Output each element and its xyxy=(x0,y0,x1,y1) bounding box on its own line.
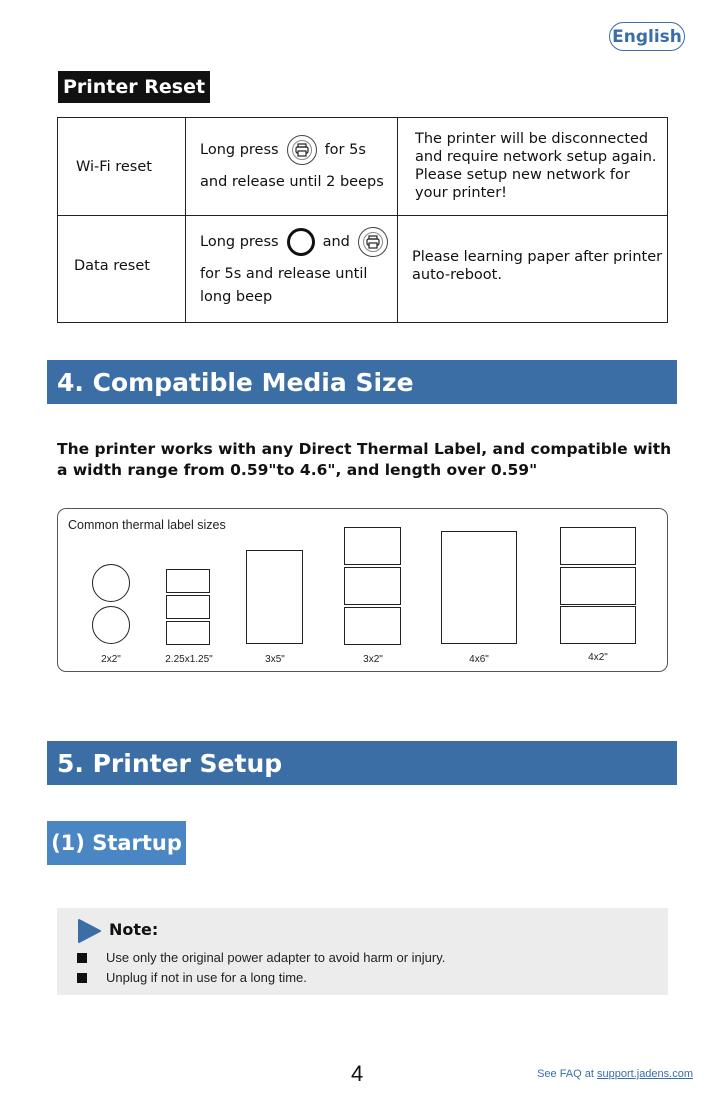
action-text: for 5s xyxy=(324,142,366,158)
action-text: Long press xyxy=(200,234,279,250)
printer-button-icon xyxy=(287,135,317,165)
printer-reset-table xyxy=(57,117,668,323)
table-col-divider-1 xyxy=(185,117,186,323)
page-number: 4 xyxy=(351,1061,364,1086)
label-shape xyxy=(92,564,130,602)
table-row-name: Wi-Fi reset xyxy=(76,159,152,175)
label-shape xyxy=(344,527,401,565)
label-sizes-panel xyxy=(57,508,668,672)
label-shape xyxy=(166,621,210,645)
label-shape xyxy=(166,569,210,593)
action-text: Long press xyxy=(200,142,279,158)
label-shape xyxy=(441,531,517,644)
list-item xyxy=(77,970,307,985)
note-title: Note: xyxy=(109,920,159,939)
label-size-caption: 3x5" xyxy=(265,654,285,665)
label-sizes-title: Common thermal label sizes xyxy=(68,518,226,532)
table-border-left xyxy=(57,117,58,323)
table-border-bottom xyxy=(57,322,668,323)
label-size-caption: 3x2" xyxy=(363,654,383,665)
note-box xyxy=(57,908,668,995)
section-title-printer-setup: 5. Printer Setup xyxy=(47,741,677,785)
bullet-square-icon xyxy=(77,953,87,963)
power-button-icon xyxy=(287,228,315,256)
table-border-right xyxy=(667,117,668,323)
label-shape xyxy=(344,607,401,645)
media-description: The printer works with any Direct Thermal Label, and compatible with a width range from 0.59"to 4.6", and length over 0.59" xyxy=(57,440,672,479)
label-shape xyxy=(246,550,303,644)
table-row-divider xyxy=(57,215,668,216)
action-text: and xyxy=(322,234,350,250)
play-arrow-icon xyxy=(76,918,102,944)
list-item xyxy=(77,950,445,965)
faq-footer xyxy=(537,1068,693,1080)
faq-link[interactable]: support.jadens.com xyxy=(597,1068,693,1080)
table-row-name: Data reset xyxy=(74,258,150,274)
bullet-square-icon xyxy=(77,973,87,983)
label-shape xyxy=(560,606,636,644)
label-size-caption: 4x6" xyxy=(469,654,489,665)
printer-button-icon xyxy=(358,227,388,257)
label-shape xyxy=(560,567,636,605)
table-row-result: The printer will be disconnected and require network setup again. Please setup new network for your printer! xyxy=(415,131,657,201)
label-size-caption: 4x2" xyxy=(588,652,608,663)
table-row-action xyxy=(200,135,366,165)
label-size-caption: 2x2" xyxy=(101,654,121,665)
table-row-result: Please learning paper after printer auto-reboot. xyxy=(412,249,663,283)
table-border-top xyxy=(57,117,668,118)
label-shape xyxy=(344,567,401,605)
subsection-title-startup: (1) Startup xyxy=(47,821,186,865)
printer-reset-title: Printer Reset xyxy=(58,71,210,103)
language-button[interactable]: English xyxy=(609,22,685,51)
table-row-action xyxy=(200,227,388,257)
action-text: for 5s and release until xyxy=(200,266,368,282)
label-shape xyxy=(92,606,130,644)
label-shape xyxy=(560,527,636,565)
section-title-media-size: 4. Compatible Media Size xyxy=(47,360,677,404)
note-item-text: Unplug if not in use for a long time. xyxy=(106,970,307,985)
action-text: and release until 2 beeps xyxy=(200,174,384,190)
faq-prefix: See FAQ at xyxy=(537,1068,594,1080)
note-item-text: Use only the original power adapter to avoid harm or injury. xyxy=(106,950,446,965)
label-size-caption: 2.25x1.25" xyxy=(165,654,213,665)
label-shape xyxy=(166,595,210,619)
table-col-divider-2 xyxy=(397,117,398,323)
action-text: long beep xyxy=(200,289,273,305)
